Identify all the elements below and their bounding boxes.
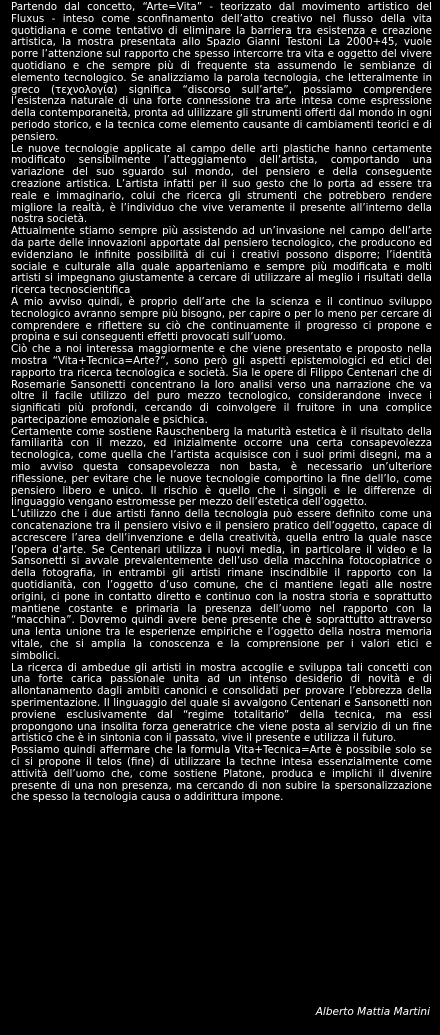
paragraph-exhibition: Ciò che a noi interessa maggiormente e che viene presentato e proposto nella mostra “Vita+Tecnica=Arte?”, sono però gli aspetti epistemologici ed etici del rapporto tra ricerca tecnologica e società. Sia le opere di Filippo Centenari che di Rosemarie Sansonetti concentrano la loro analisi verso una narrazione che va oltre il facile utilizzo del puro mezzo tecnologico, considerandone invece i significati più profondi, cercando di coinvolgere il fruitore in una complice partecipazione emozionale e psichica. xyxy=(11,343,432,426)
paragraph-research: La ricerca di ambedue gli artisti in mostra accoglie e sviluppa tali concetti con una forte carica passionale unita ad un intenso desiderio di novità e di allontanamento dagli ambiti canonici e consolidati per provare l’ebbrezza della sperimentazione. Il linguaggio del quale si avvalgono Centenari e Sansonetti non proviene esclusivamente dal “regime totalitario” della tecnica, ma essi propongono una insolita forza generatrice che viene posta al servizio di un fine artistico che è in sintonia con il passato, vive il presente e utilizza il futuro. xyxy=(11,661,432,745)
paragraph-art-and-science: A mio avviso quindi, è proprio dell’arte che la scienza e il continuo sviluppo tecnologico avranno sempre più bisogno, per capire o per lo meno per cercare di comprendere e riflettere su ciò che continuamente il progresso ci propone e propina e sui conseguenti effetti provocati sull’uomo. xyxy=(11,295,432,344)
paragraph-artists-technology: L’utilizzo che i due artisti fanno della tecnologia può essere definito come una concatenazione tra il pensiero visivo e il pensiero pratico dell’oggetto, capace di accrescere l’area dell’invenzione e della creatività, quella entro la quale nasce l’opera d’arte. Se Centenari utilizza i nuovi media, in particolare il video e la Sansonetti si avvale prevalentemente dell’uso della macchina fotocopiatrice o della fotografia, in entrambi gli artisti rimane inscindibile il rapporto con la quotidianità, con l’oggetto d’uso comune, che ci mantiene legati alle nostre origini, ci pone in contatto diretto e continuo con la nostra storia e soprattutto mantiene costante e primaria la presenza dell’uomo nel rapporto con la “macchina”. Dovremo quindi avere bene presente che è soprattutto attraverso una lenta unione tra le esperienze empiriche e l’oggetto della nostra memoria vitale, che si amplia la conoscenza e la comprensione per i valori etici e simbolici. xyxy=(11,508,432,662)
paragraph-technological-invasion: Attualmente stiamo sempre più assistendo ad un’invasione nel campo dell’arte da parte delle innovazioni apportate dal pensiero tecnologico, che producono ed evidenziano le infinite possibilità di cui i creativi possono disporre; l’identità sociale e culturale alla quale apparteniamo e sempre più modificata e molti artisti si impegnano giustamente a cercare di utilizzare al meglio i risultati della ricerca tecnoscientifica xyxy=(11,225,432,297)
author-signature: Alberto Mattia Martini xyxy=(315,1006,430,1018)
paragraph-rauschenberg: Certamente come sostiene Rauschenberg la maturità estetica è il risultato della familiarità con il mezzo, ed inizialmente occorre una certa consapevolezza tecnologica, come quella che l’artista acquisisce con i suoi primi disegni, ma a mio avviso questa consapevolezza non basta, è necessario un’ulteriore riflessione, per evitare che le nuove tecnologie comportino la fine dell’Io, come pensiero libero e unico. Il rischio è quello che i singoli e le differenze di linguaggio vengano estromesse per mezzo dell’estetica dell’oggetto. xyxy=(11,425,432,509)
paragraph-conclusion: Possiamo quindi affermare che la formula Vita+Tecnica=Arte è possibile solo se ci si propone il telos (fine) di utilizzare la techne intesa essenzialmente come attività dell’uomo che, come sostiene Platone, produca e implichi il divenire presente di una non presenza, ma cercando di non subire la spersonalizzazione che spesso la tecnologia causa o addirittura impone. xyxy=(11,744,432,804)
paragraph-new-technologies: Le nuove tecnologie applicate al campo delle arti plastiche hanno certamente modificato sensibilmente l’atteggiamento dell’artista, comportando una variazione del suo sguardo sul mondo, del pensiero e della conseguente creazione artistica. L’artista infatti per il suo gesto che lo porta ad essere tra reale e immaginario, colui che ricerca gli strumenti che potrebbero rendere migliore la realtà, è l’individuo che vive veramente il presente all’interno della nostra società. xyxy=(11,142,432,226)
article-body xyxy=(11,2,432,804)
paragraph-fluxus-intro: Partendo dal concetto, “Arte=Vita” - teorizzato dal movimento artistico del Fluxus - inteso come sconfinamento dell’atto creativo nel flusso della vita quotidiana e come tentativo di eliminare la barriera tra esistenza e creazione artistica, la mostra presentata allo Spazio Gianni Testoni La 2000+45, vuole porre l’attenzione sul rapporto che spesso intercorre tra vita e oggetto del vivere quotidiano e che sempre più di frequente sta assumendo le sembianze di elemento tecnologico. Se analizziamo la parola tecnologia, che letteralmente in greco (τεχνολογία) significa “discorso sull’arte”, possiamo comprendere l’esistenza naturale di una forte connessione tra arte intesa come espressione della contemporaneità, pronta ad ulilizzare gli strumenti offerti dal mondo in ogni periodo storico, e la tecnica come elemento causante di cambiamenti teorici e di pensiero. xyxy=(11,1,432,143)
